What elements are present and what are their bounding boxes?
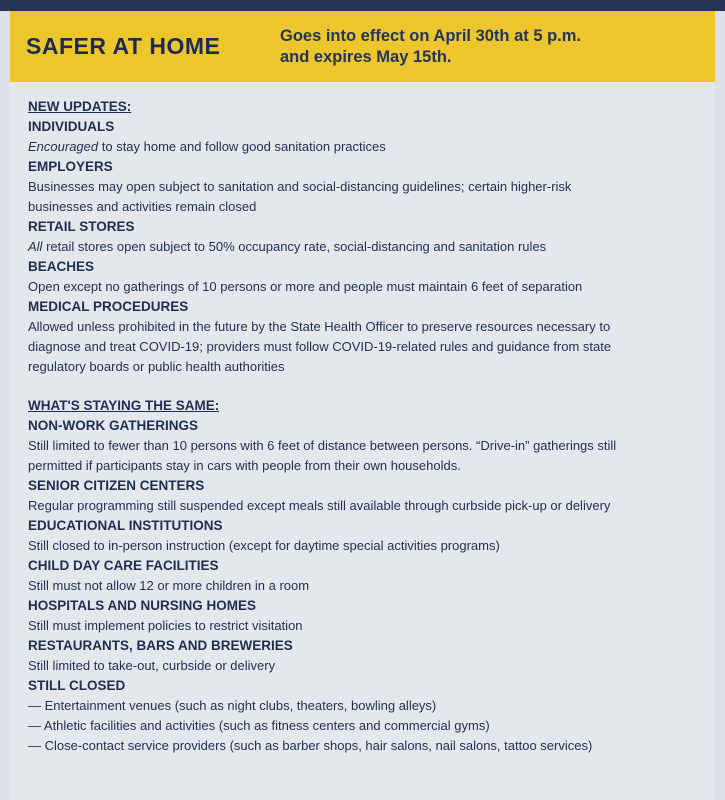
category-retail-stores: RETAIL STORES bbox=[28, 219, 135, 234]
gatherings-line-2: permitted if participants stay in cars with people from their own households. bbox=[28, 458, 461, 473]
hospitals-line-1: Still must implement policies to restrict visitation bbox=[28, 618, 303, 633]
content-panel bbox=[10, 82, 715, 800]
section-spacer bbox=[28, 377, 715, 396]
employers-line-1: Businesses may open subject to sanitation and social-distancing guidelines; certain higher-risk bbox=[28, 179, 572, 194]
employers-line-2: businesses and activities remain closed bbox=[28, 199, 257, 214]
effective-end: and expires May 15th. bbox=[280, 47, 452, 66]
top-border bbox=[0, 0, 725, 11]
category-educational-institutions: EDUCATIONAL INSTITUTIONS bbox=[28, 518, 223, 533]
category-non-work-gatherings: NON-WORK GATHERINGS bbox=[28, 418, 198, 433]
category-medical-procedures: MEDICAL PROCEDURES bbox=[28, 299, 189, 314]
closed-line-3: — Close-contact service providers (such as barber shops, hair salons, nail salons, tattoo services) bbox=[28, 738, 593, 753]
closed-line-1: — Entertainment venues (such as night clubs, theaters, bowling alleys) bbox=[28, 698, 437, 713]
effective-dates bbox=[280, 26, 581, 68]
individuals-emphasis: Encouraged bbox=[28, 139, 99, 154]
category-restaurants-bars: RESTAURANTS, BARS AND BREWERIES bbox=[28, 638, 293, 653]
category-hospitals-nursing-homes: HOSPITALS AND NURSING HOMES bbox=[28, 598, 257, 613]
beaches-line-1: Open except no gatherings of 10 persons or more and people must maintain 6 feet of separation bbox=[28, 279, 583, 294]
daycare-line-1: Still must not allow 12 or more children in a room bbox=[28, 578, 310, 593]
gatherings-line-1: Still limited to fewer than 10 persons with 6 feet of distance between persons. “Drive-in” gatherings still bbox=[28, 438, 617, 453]
header-banner bbox=[10, 11, 715, 82]
category-still-closed: STILL CLOSED bbox=[28, 678, 126, 693]
category-child-day-care: CHILD DAY CARE FACILITIES bbox=[28, 558, 219, 573]
senior-line-1: Regular programming still suspended except meals still available through curbside pick-up or delivery bbox=[28, 498, 611, 513]
closed-line-2: — Athletic facilities and activities (such as fitness centers and commercial gyms) bbox=[28, 718, 490, 733]
category-employers: EMPLOYERS bbox=[28, 159, 113, 174]
category-senior-citizen-centers: SENIOR CITIZEN CENTERS bbox=[28, 478, 205, 493]
page-title: SAFER AT HOME bbox=[26, 33, 221, 59]
category-beaches: BEACHES bbox=[28, 259, 95, 274]
effective-start: Goes into effect on April 30th at 5 p.m. bbox=[280, 26, 582, 45]
new-updates-heading: NEW UPDATES: bbox=[28, 99, 132, 114]
medical-line-1: Allowed unless prohibited in the future by the State Health Officer to preserve resources necessary to bbox=[28, 319, 611, 334]
medical-line-3: regulatory boards or public health authorities bbox=[28, 359, 285, 374]
staying-same-heading: WHAT'S STAYING THE SAME: bbox=[28, 398, 220, 413]
restaurants-line-1: Still limited to take-out, curbside or delivery bbox=[28, 658, 276, 673]
retail-text bbox=[28, 237, 715, 257]
retail-emphasis: All bbox=[28, 239, 43, 254]
education-line-1: Still closed to in-person instruction (except for daytime special activities programs) bbox=[28, 538, 500, 553]
category-individuals: INDIVIDUALS bbox=[28, 119, 115, 134]
individuals-rest: to stay home and follow good sanitation practices bbox=[98, 139, 386, 154]
medical-line-2: diagnose and treat COVID-19; providers must follow COVID-19-related rules and guidance from state bbox=[28, 339, 612, 354]
retail-rest: retail stores open subject to 50% occupancy rate, social-distancing and sanitation rules bbox=[42, 239, 547, 254]
individuals-text bbox=[28, 137, 715, 157]
